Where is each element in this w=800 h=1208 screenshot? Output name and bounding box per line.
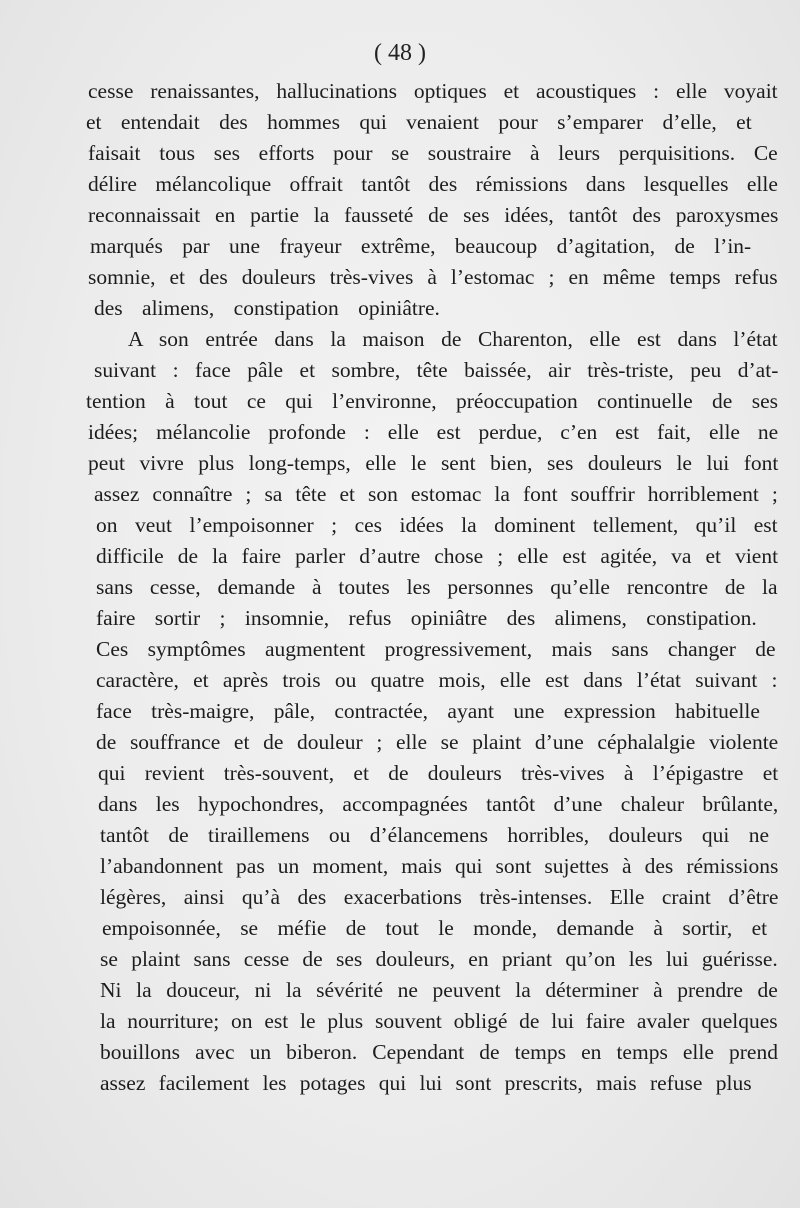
text-line: Ni la douceur, ni la sévérité ne peuvent la déterminer à prendre de: [100, 978, 778, 1002]
text-line: se plaint sans cesse de ses douleurs, en priant qu’on les lui guérisse.: [100, 947, 778, 971]
text-line: des alimens, constipation opiniâtre.: [94, 296, 440, 320]
text-line: délire mélancolique offrait tantôt des rémissions dans lesquelles elle: [88, 172, 778, 196]
text-line: de souffrance et de douleur ; elle se plaint d’une céphalalgie violente: [96, 730, 779, 754]
text-line: suivant : face pâle et sombre, tête baissée, air très-triste, peu d’at-: [94, 358, 779, 382]
text-line: idées; mélancolie profonde : elle est perdue, c’en est fait, elle ne: [88, 420, 779, 444]
text-line: qui revient très-souvent, et de douleurs très-vives à l’épigastre et: [98, 761, 779, 785]
text-line: caractère, et après trois ou quatre mois, elle est dans l’état suivant :: [96, 668, 778, 692]
text-line: la nourriture; on est le plus souvent obligé de lui faire avaler quelques: [100, 1009, 778, 1033]
text-line: dans les hypochondres, accompagnées tantôt d’une chaleur brûlante,: [98, 792, 779, 816]
text-line: face très-maigre, pâle, contractée, ayant une expression habituelle: [96, 699, 760, 723]
text-line: faisait tous ses efforts pour se soustraire à leurs perquisitions. Ce: [88, 141, 778, 165]
text-line: peut vivre plus long-temps, elle le sent bien, ses douleurs le lui font: [88, 451, 779, 475]
text-line: faire sortir ; insomnie, refus opiniâtre des alimens, constipation.: [96, 606, 757, 630]
text-line: cesse renaissantes, hallucinations optiques et acoustiques : elle voyait: [88, 79, 778, 103]
text-line: difficile de la faire parler d’autre chose ; elle est agitée, va et vient: [96, 544, 779, 568]
text-line: légères, ainsi qu’à des exacerbations très-intenses. Elle craint d’être: [100, 885, 779, 909]
text-line: bouillons avec un biberon. Cependant de temps en temps elle prend: [100, 1040, 778, 1064]
text-line: et entendait des hommes qui venaient pour s’emparer d’elle, et: [86, 110, 752, 134]
text-line: sans cesse, demande à toutes les personnes qu’elle rencontre de la: [96, 575, 778, 599]
text-line: marqués par une frayeur extrême, beaucoup d’agitation, de l’in-: [90, 234, 752, 258]
text-line: somnie, et des douleurs très-vives à l’estomac ; en même temps refus: [88, 265, 778, 289]
text-line: tantôt de tiraillemens ou d’élancemens horribles, douleurs qui ne: [100, 823, 770, 847]
text-line: Ces symptômes augmentent progressivement, mais sans changer de: [96, 637, 776, 661]
page-number: ( 48 ): [374, 40, 426, 66]
text-line: empoisonnée, se méfie de tout le monde, demande à sortir, et: [102, 916, 768, 940]
text-line: reconnaissait en partie la fausseté de ses idées, tantôt des paroxysmes: [88, 203, 779, 227]
text-line: on veut l’empoisonner ; ces idées la dominent tellement, qu’il est: [96, 513, 778, 537]
text-line: assez facilement les potages qui lui sont prescrits, mais refuse plus: [100, 1071, 752, 1095]
text-line: A son entrée dans la maison de Charenton, elle est dans l’état: [128, 327, 778, 351]
text-line: tention à tout ce qui l’environne, préoccupation continuelle de ses: [86, 389, 778, 413]
text-line: l’abandonnent pas un moment, mais qui sont sujettes à des rémissions: [100, 854, 779, 878]
text-line: assez connaître ; sa tête et son estomac la font souffrir horriblement ;: [94, 482, 778, 506]
